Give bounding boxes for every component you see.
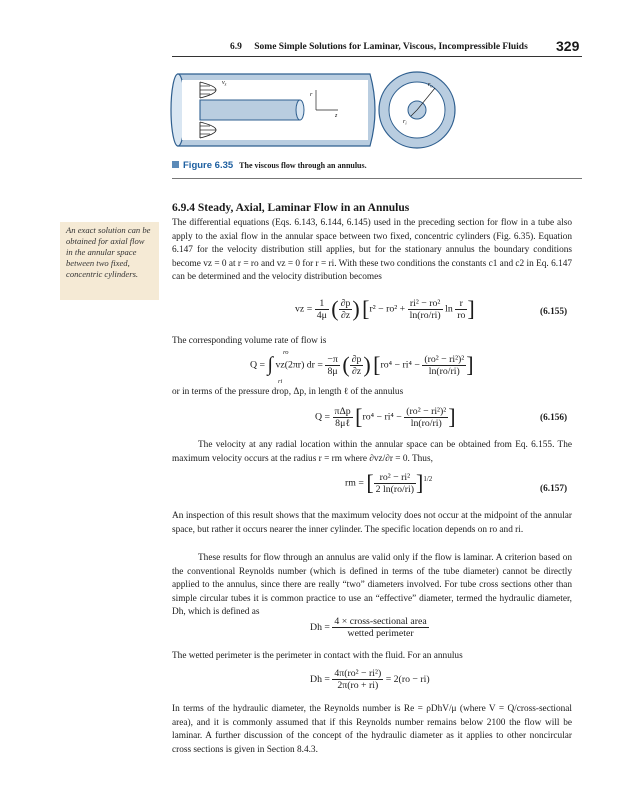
- paragraph-5: An inspection of this result shows that the maximum velocity does not occur at the midpoint of the annular space, but rather it occurs nearer the inner cylinder. The specific location depends on ro and ri.: [172, 511, 572, 535]
- equation-6-157: rm = [ $\frac{\text{ro² − ri²}}{2 \ln(ro/ri)}$ ]$^{1/2}$: [345, 470, 433, 495]
- integral-lower-limit: ri: [278, 378, 283, 385]
- header-rule: [172, 56, 582, 57]
- paragraph-8: In terms of the hydraulic diameter, the Reynolds number is Re = ρDhV/μ (where V = Q/cross-sectional area), and it is commonly assumed that if this Reynolds number remains below 2100 the flow will be laminar. A further discussion of the concept of the hydraulic diameter as it applies to other noncircular cross sections is given in Section 8.4.3.: [172, 704, 572, 755]
- equation-6-156: Q = $\frac{\text{πΔp}}{\text{8μℓ}}$ [ro⁴ − ri⁴ − $\frac{\text{(ro² − ri²)²}}{\ln(ro/ri)}$ ]: [315, 404, 456, 429]
- running-header: [230, 42, 528, 52]
- figure-caption: [172, 160, 367, 171]
- equation-6-155: vz = $\frac{1}{4\mu}$ ( $\frac{\partial p}{\partial z}$ ) [r² − ro² + $\frac{\text{ri² − ro²}}{\ln(ro/ri)}$ ln $\frac{r}{ro}$ ]: [295, 296, 475, 321]
- label-vz: $v_z$: [222, 80, 227, 87]
- label-r: r: [310, 92, 313, 98]
- label-ri: $r_i$: [403, 119, 407, 126]
- annulus-diagram: [170, 64, 490, 156]
- figure-label: Figure 6.35: [183, 160, 234, 171]
- header-section: 6.9: [230, 42, 242, 52]
- section-number: 6.9.4: [172, 202, 195, 214]
- equation-hydraulic-diameter: Dh = $\frac{\text{4 × cross-sectional area}}{\text{wetted perimeter}}$: [310, 616, 427, 639]
- equation-number-6-156: (6.156): [540, 413, 568, 423]
- figure-6-35: [170, 64, 490, 161]
- paragraph-4: The velocity at any radial location within the annular space can be obtained from Eq. 6.155. The maximum velocity occurs at the radius r = rm where ∂vz/∂r = 0. Thus,: [172, 440, 572, 464]
- paragraph-7: The wetted perimeter is the perimeter in contact with the fluid. For an annulus: [172, 651, 463, 661]
- header-title: Some Simple Solutions for Laminar, Viscous, Incompressible Fluids: [254, 42, 528, 52]
- equation-number-6-155: (6.155): [540, 307, 568, 317]
- label-z: z: [335, 113, 338, 119]
- paragraph-1: The differential equations (Eqs. 6.143, 6.144, 6.145) used in the preceding section for flow in a tube also apply to the axial flow in the annular space between two fixed, concentric cylinders (Fig. 6.35). Equation 6.147 for the velocity distribution still applies, but for the stationary annulus the boundary conditions become vz = 0 at r = ro and vz = 0 for r = ri. With these two conditions the constants c1 and c2 in Eq. 6.147 can be determined and the velocity distribution becomes: [172, 218, 572, 283]
- paragraph-2: The corresponding volume rate of flow is: [172, 336, 327, 346]
- paragraph-3: or in terms of the pressure drop, Δp, in length ℓ of the annulus: [172, 387, 404, 397]
- integral-upper-limit: ro: [283, 349, 289, 356]
- margin-note: An exact solution can be obtained for axial flow in the annular space between two fixed, concentric cylinders.: [60, 222, 159, 300]
- equation-flow-rate: Q = ∫ vz(2πr) dr = $\frac{-\pi}{8\mu}$ ( $\frac{\partial p}{\partial z}$ ) [ro⁴ − ri⁴ − $\frac{\text{(ro² − ri²)²}}{\ln(ro/ri)}$ ]: [250, 352, 474, 377]
- inner-cylinder-end: [296, 100, 304, 120]
- caption-rule: [172, 178, 582, 179]
- paragraph-6: These results for flow through an annulus are valid only if the flow is laminar. A criterion based on the conventional Reynolds number (which is defined in terms of the tube diameter) cannot be directly applied to the annulus, since there are really “two” diameters involved. For tube cross sections other than simple circular tubes it is common practice to use an “effective” diameter, termed the hydraulic diameter, Dh, which is defined as: [172, 553, 572, 618]
- equation-number-6-157: (6.157): [540, 484, 568, 494]
- equation-hydraulic-diameter-annulus: Dh = $\frac{\text{4π(ro² − ri²)}}{2\pi(ro + ri)}$ = 2(ro − ri): [310, 668, 430, 691]
- inner-cylinder: [200, 100, 303, 120]
- figure-caption-text: The viscous flow through an annulus.: [239, 161, 367, 170]
- page-number: 329: [556, 38, 580, 54]
- section-heading: [172, 202, 409, 214]
- label-ro: $r_o$: [428, 82, 433, 89]
- section-title: Steady, Axial, Laminar Flow in an Annulus: [197, 202, 410, 214]
- caption-square-icon: [172, 161, 179, 168]
